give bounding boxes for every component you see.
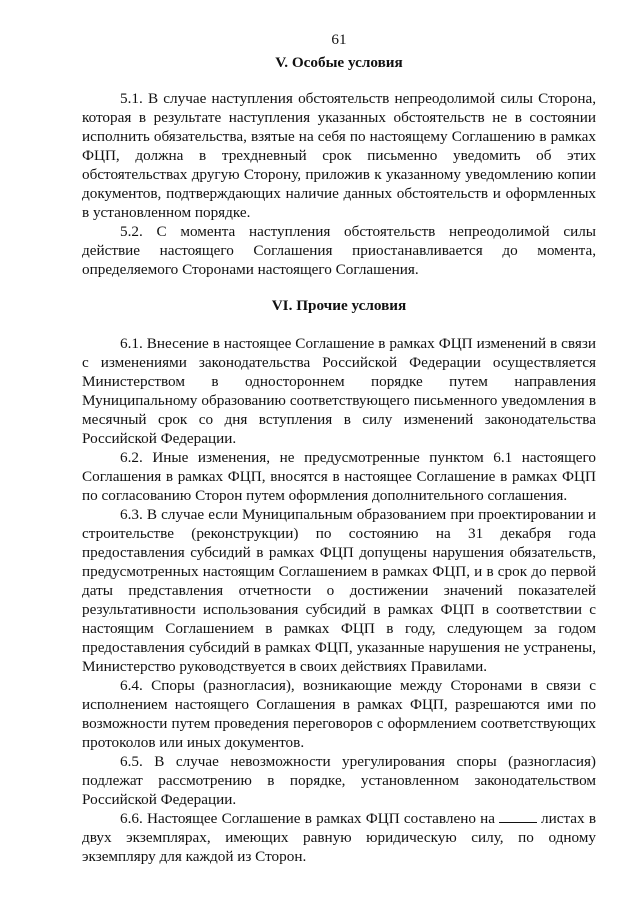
- clause-6-3: 6.3. В случае если Муниципальным образованием при проектировании и строительстве (реконструкции) по состоянию на 31 декабря года предоставления субсидий в рамках ФЦП допущены нарушения обязательств, предусмотренных настоящим Соглашением в рамках ФЦП, и в срок до первой даты представления отчетности о достижении значений показателей результативности использования субсидий в рамках ФЦП в соответствии с настоящим Соглашением в рамках ФЦП в году, следующем за годом предоставления субсидий в рамках ФЦП, указанные нарушения не устранены, Министерство руководствуется в своих действиях Правилами.: [82, 506, 596, 675]
- clause-6-6-start: 6.6. Настоящее Соглашение в рамках ФЦП составлено на: [120, 810, 496, 827]
- clause-6-6: [82, 809, 596, 866]
- section-title-other-conditions: VI. Прочие условия: [271, 297, 407, 314]
- clause-5-1: 5.1. В случае наступления обстоятельств непреодолимой силы Сторона, которая в результате наступления указанных обстоятельств не в состоянии исполнить обязательства, взятые на себя по настоящему Соглашению в рамках ФЦП, должна в трехдневный срок письменно уведомить об этих обстоятельствах другую Сторону, приложив к указанному уведомлению копии документов, подтверждающих наличие данных обстоятельств и оформленных в установленном порядке.: [82, 90, 596, 221]
- clause-6-1: 6.1. Внесение в настоящее Соглашение в рамках ФЦП изменений в связи с изменениями законодательства Российской Федерации осуществляется Министерством в одностороннем порядке путем направления Муниципальному образованию соответствующего письменного уведомления в месячный срок со дня вступления в силу изменений законодательства Российской Федерации.: [82, 335, 596, 447]
- page-number: 61: [331, 31, 347, 48]
- sheet-count-blank: [499, 810, 537, 823]
- clause-6-2: 6.2. Иные изменения, не предусмотренные пунктом 6.1 настоящего Соглашения в рамках ФЦП, вносятся в настоящее Соглашение в рамках ФЦП по согласованию Сторон путем оформления дополнительного соглашения.: [82, 449, 596, 504]
- clause-6-4: 6.4. Споры (разногласия), возникающие между Сторонами в связи с исполнением настоящего Соглашения в рамках ФЦП, разрешаются ими по возможности путем проведения переговоров с оформлением соответствующих протоколов или иных документов.: [82, 677, 596, 751]
- section-title-special-conditions: V. Особые условия: [275, 54, 403, 71]
- clause-5-2: 5.2. С момента наступления обстоятельств непреодолимой силы действие настоящего Соглашения приостанавливается до момента, определяемого Сторонами настоящего Соглашения.: [82, 223, 596, 278]
- clause-6-5: 6.5. В случае невозможности урегулирования споры (разногласия) подлежат рассмотрению в порядке, установленном законодательством Российской Федерации.: [82, 753, 596, 808]
- document-page: [82, 30, 596, 866]
- clause-6-6-end: листах в двух экземплярах, имеющих равную юридическую силу, по одному экземпляру для каждой из Сторон.: [82, 810, 597, 865]
